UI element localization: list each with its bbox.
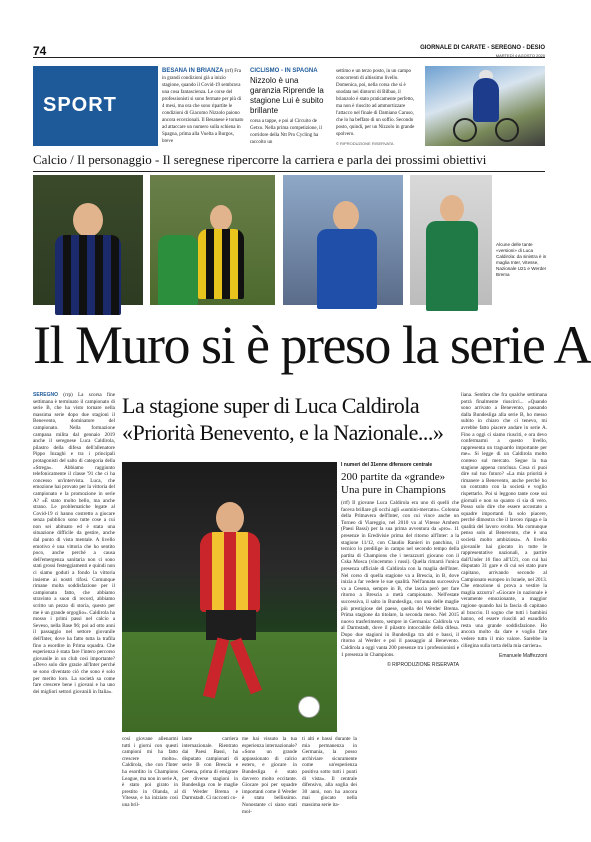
- football: [298, 696, 320, 718]
- sidebar-kicker: I numeri del 31enne difensore centrale: [341, 462, 433, 468]
- brief-besana: [162, 68, 244, 145]
- article-column-2: così giovane allenarmi tutti i giorni con questi campioni mi ha fatto crescere molto». Caldirola, che con l'Inter ha esordito in Champions League, ma non in serie A, è stato poi girato in prestito in Olanda, al Vitesse, e ha iniziato così una bril-: [122, 736, 178, 808]
- article-column-5: ti alti e bassi durante la mia permanenza in Germania, la posso archiviare sicuramente come un'esperienza positiva sotto tutti i punti di vista». Il centrale difensivo, alla soglia dei 30 anni, non ha ancora mai giocato nella massima serie ita-: [302, 736, 357, 808]
- photo-werder: [410, 175, 492, 305]
- sidebar-box-text: [341, 500, 459, 732]
- column-text: (rrp) La scorsa fine settimana è terminato il campionato di serie B, che ha visto tornare nella massima serie dopo due stagioni il Benevento, dominatore del campionato. Nella formazione campana milita dal gennaio 2019 anche il seregnese Luca Caldirola, pilastro della difesa dell'allenatore Pippo Inzaghi e tra i principali protagonisti del salto di categoria della «Strega». Abbiamo raggiunto telefonicamente il classe '91 che ci ha concesso un'intervista. Luca, che emozione hai provato per la vittoria del campionato e la promozione in serie A? «È stato molto bello, ma anche strano. Le problematiche legate al Covid-19 ci hanno costretto a giocare senza pubblico sono tutte cose a cui non sei abituato ed è stata una situazione difficile da gestire, anche dal punto di vista mentale. A livello emotivo è una vittoria che ho sentito poco, anche perché a causa dell'emergenza sanitaria non ci sono stati grossi festeggiamenti e quindi non ci siamo goduti a fondo la vittoria insieme ai nostri tifosi. Comunque rimane molta soddisfazione per il campionato fatto, che abbiamo stravinto a suon di record, abbiamo scritto un pezzo di storia, questo per me è un grande orgoglio». Caldirola ha mosso i primi passi nel calcio a Seveso, nella Base 96; poi ad otto anni il passaggio nel settore giovanile dell'Inter, dove ha fatto tutta la trafila fino a esordire in Prima squadra. Che esperienza è stata fare l'intero percorso giovanile in un club così importante? «Devo solo dire grazie all'Inter perché se sono diventato ciò che sono è solo per merito loro. La società sa come fare crescere bene i giovani e ha uno dei migliori settori giovanili in Italia».: [33, 392, 115, 695]
- brief-signature: © RIPRODUZIONE RISERVATA: [336, 141, 394, 146]
- column-text: liana. Sembra che fra qualche settimana potrà finalmente riuscirci... «Quando sono arrivato a Benevento, passando dalla Bundesliga alla serie B, ho messo subito in chiaro che ci tenevo, mi avrebbe fatto piacere andare in serie A. Fino a oggi ci siamo riusciti, e ora devo confermarmi a questo livello, rappresenta un traguardo importante per me». Si legge di un Caldirola molto conteso sul mercato. Segue la tua stagione appena conclusa. Cosa ci puoi dire sul tuo futuro? «La mia priorità è rimanere a Benevento, anche perché ho un contratto con la società e voglio rispettarlo. Poi si leggono tante cose sui giornali e non so quanto ci sia di vero. Posso solo dire che essere accostato a squadre importanti fa solo piacere, perché dimostra che il lavoro ripaga e la qualità del lavoro svolto. Ma comunque penso solo al Benevento, che è una società molto ambiziosa». A livello giovanile hai giocato in tutte le rappresentative nazionali, a partire dall'Under 16 fino all'U21, con cui hai disputato 31 gare e di cui sei stato pure capitano, arrivando secondo al Campionato europeo in Israele, nel 2013. Che emozione si prova a vestire la maglia azzurra? «Giocare in nazionale è veramente emozionante, a maggior ragione quando hai la fascia di capitano al braccio. Il sogno che tutti i bambini hanno, ed essere riusciti ad esaudirlo resta una grande soddisfazione. Ho ancora molto da dare e voglio fare vedere tutto il mio valore. Sarebbe la ciliegina sulla torta della mia carriera».: [461, 392, 547, 649]
- brief-text: (rrf) Fra in grandi condizioni già a inizio stagione, quando il Covid-19 sembrava una cosa fantascienza. Le corse del professionisti si sono fermate per più di 4 mesi, ma ora che sono ripartite le condizioni di Giacomo Nizzolo paiono ancora eccezionali. Il Besanese è tornato ad attaccare un numero sulla schiena in Spagna, prima alla Vuelta a Burgos, breve: [162, 69, 244, 144]
- player-face: [333, 201, 359, 231]
- bike-wheel: [453, 118, 477, 142]
- publication-name: GIORNALE DI CARATE - SEREGNO - DESIO: [420, 45, 545, 51]
- brief-text: settimo e un terzo posto, in un campo concorrenti di altissimo livello. Domenica, poi, nella corsa che si è snodata nei dintorni di Bilbao, il brianzolo è stato praticamente perfetto, ma non è riuscito ad ammortizzare l'attacco nel finale di Damiano Caruso, che lo ha beffato di un soffio. Secondo posto, quindi, per un Nizzolo in grande spolvero.: [336, 69, 415, 137]
- sidebar-title: 200 partite da «grande» Una pure in Champions: [341, 471, 446, 496]
- player-head: [216, 502, 244, 534]
- player-shirt: [198, 229, 244, 299]
- issue-date: MARTEDÌ 4 AGOSTO 2020: [495, 53, 545, 58]
- article-deck: [122, 392, 462, 446]
- sport-label: SPORT: [43, 94, 117, 116]
- brief-kicker: CICLISMO - IN SPAGNA: [250, 68, 318, 74]
- page-header: [33, 44, 545, 58]
- article-column-3: lante carriera internazionale. Rientrato dai Paesi Bassi, ha disputato campionati di serie B con Brescia e Cesena, prima di emigrare per diverse stagioni in Bundesliga con le maglie di Werder Brema e Darmstadt. Ci racconti co-: [182, 736, 238, 802]
- caldirola-main-photo: [122, 462, 337, 732]
- sidebar-box-header: [341, 462, 459, 497]
- sidebar-signature: © RIPRODUZIONE RISERVATA: [387, 662, 459, 669]
- cyclist-photo: [425, 66, 545, 146]
- main-headline: Il Muro si è preso la serie A: [33, 315, 591, 375]
- player-face: [210, 205, 232, 231]
- player-shorts: [206, 610, 256, 640]
- sport-section-banner: [33, 66, 158, 146]
- photo-vitesse: [150, 175, 275, 305]
- player-face: [73, 203, 103, 237]
- photo-nazionale: [283, 175, 403, 305]
- player-face: [440, 195, 464, 223]
- player-shirt: [317, 229, 377, 309]
- brief-text: corsa a tappe, e poi al Circuito de Getxo. Nella prima competizione, il corridore della Ntt Pro Cycling ha raccolto un: [250, 119, 322, 145]
- sidebar-text: (rrf) Il giovane Luca Caldirola era uno di quelli che faceva brillare gli occhi agli «uomini-mercato». Colonna della Primavera dell'Inter, con cui vince anche un Torneo di Viareggio, nel 2010 va al Vitesse Arnhem (Paesi Bassi) per la sua prima avventura da «pro». 11 presenze in Eredivisie prima del ritorno all'Inter: a la stagione 11/12, con Claudio Ranieri in panchina, il tecnico lo predilige in campo nel secondo tempo della partita di Champions che i nerazzurri giocano con il Cska Mosca (vincemmo i russi). Quella rimarrà l'unica presenza ufficiale di Caldirola con la maglia dell'Inter. Nel corso di quella stagione va a Brescia, in B, dove inizia a far vedere le sue qualità. Nell'annata successiva va a Cesena, sempre in B, che lascia però per fare ritorno a Brescia a metà campionato. Nell'estate successiva, il salto in Bundesliga, con una delle maglie più prestigiose del paese, quella del Werder Brema. Prima stagione da titolare, la seconda meno. Nel 2015 nuovo trasferimento, sempre in Germania: Caldirola va al Darmstadt, dove il pilastro intoccabile della difesa. Dopo due stagioni in Bundesliga tra alti e bassi, il ritorno al Werder e poi il passaggio al Benevento. Caldirola a oggi vanta 200 presenze tra i professionisti e 1 presenza in Champions.: [341, 500, 459, 658]
- brief-headline: Nizzolo è una garanzia Riprende la stagione Lui è subito brillante: [250, 76, 324, 115]
- brief-continued: [336, 68, 420, 147]
- photo-caption: Alcune delle tante «versioni» di Luca Caldirola: da sinistra è in maglia Inter, Vitesse, Nazionale U21 e Werder Brema: [496, 242, 547, 277]
- dateline: SEREGNO: [33, 392, 59, 398]
- brief-kicker: BESANA IN BRIANZA: [162, 68, 224, 74]
- photo-inter: [33, 175, 143, 305]
- player-shirt: [426, 221, 478, 311]
- page-number: 74: [33, 44, 47, 58]
- section-title: Calcio / Il personaggio - Il seregnese ripercorre la carriera e parla dei prossimi obiettivi: [33, 152, 545, 172]
- cyclist-figure: [473, 78, 499, 122]
- deck-line-1: La stagione super di Luca Caldirola: [122, 393, 420, 418]
- brief-nizzolo: [250, 68, 330, 146]
- article-column-1: [33, 392, 115, 806]
- article-column-4: me hai vissuto la tua esperienza internazionale? «Sono un grande appassionato di calcio estero, e giocare in Bundesliga è stato davvero molto eccitante. Giocare poi per squadre importanti come il Werder è stato bellissimo. Nonostante ci siano stati mol-: [242, 736, 297, 815]
- player-shirt: [55, 235, 121, 315]
- benevento-shirt: [200, 532, 260, 612]
- author-signature: Emanuele Maffezzoni: [499, 653, 547, 660]
- article-column-right: [461, 392, 547, 806]
- deck-line-2: «Priorità Benevento, e la Nazionale...»: [122, 420, 444, 445]
- bike-wheel: [495, 118, 519, 142]
- opponent-shirt: [158, 235, 198, 305]
